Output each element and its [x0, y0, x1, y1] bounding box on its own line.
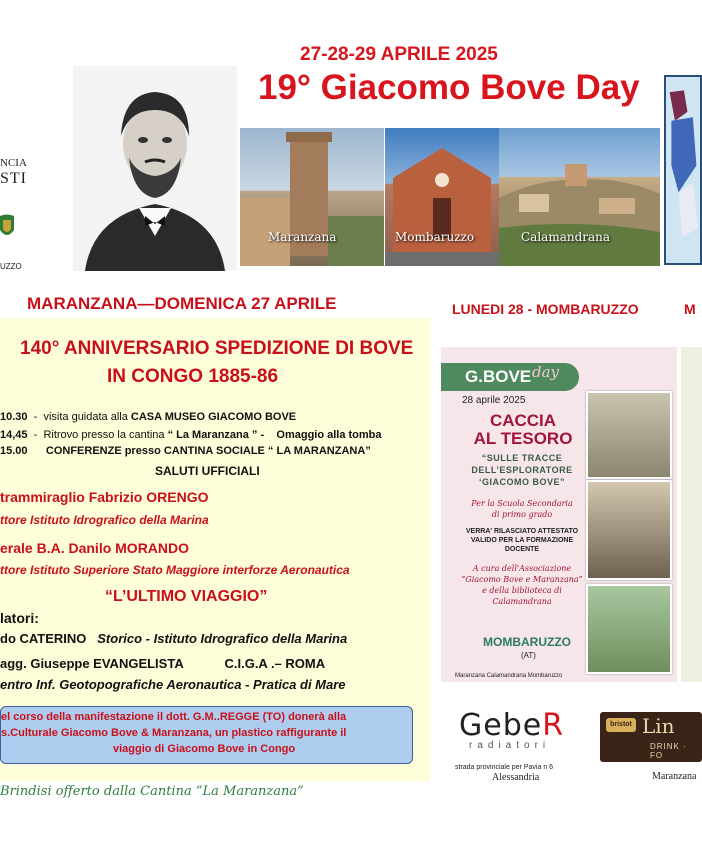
- poster-organizer-line: “Giacomo Bove e Maranzana”: [461, 575, 583, 584]
- geber-logo-main: Gebe: [459, 708, 543, 743]
- photo-maranzana: [240, 128, 384, 266]
- speaker-name: do CATERINO: [0, 631, 87, 646]
- speaker-name: agg. Giuseppe EVANGELISTA: [0, 656, 184, 671]
- schedule-venue: CONFERENZE presso CANTINA SOCIALE “ LA MARANZANA”: [45, 445, 371, 457]
- speaker-row: [0, 631, 347, 646]
- poster-organizer-line: e della biblioteca di: [482, 586, 562, 595]
- program-panel: [0, 318, 430, 781]
- official-role: ttore Istituto Idrografico della Marina: [0, 513, 209, 527]
- mombaruzzo-church-icon: [385, 128, 499, 266]
- calamandrana-village-icon: [499, 128, 660, 266]
- official-role: ttore Istituto Superiore Stato Maggiore interforze Aeronautica: [0, 563, 350, 577]
- poster-quote-line: DELL’ESPLORATORE: [471, 465, 573, 475]
- schedule-time: 10.30: [0, 411, 28, 423]
- poster-date: 28 aprile 2025: [462, 395, 526, 406]
- schedule-sep: -: [33, 429, 38, 441]
- poster-quote-line: “SULLE TRACCE: [481, 453, 563, 463]
- official-name: erale B.A. Danilo MORANDO: [0, 540, 190, 556]
- toast-note: Brindisi offerto dalla Cantina “La Maranzana”: [0, 784, 304, 799]
- bristot-sponsor: [600, 712, 702, 762]
- next-poster-edge: [681, 347, 702, 682]
- poster-organizer-line: Calamandrana: [492, 597, 552, 606]
- poster-audience-line: di primo grado: [491, 510, 553, 519]
- speaker-role: entro Inf. Geotopografiche Aeronautica - Pratica di Mare: [0, 677, 346, 692]
- maranzana-tower-icon: [240, 128, 384, 266]
- expedition-map: [664, 75, 702, 265]
- poster-map-photo: [586, 584, 672, 674]
- schedule-extra: Omaggio alla tomba: [276, 429, 382, 441]
- official-name: trammiraglio Fabrizio ORENGO: [0, 489, 209, 505]
- municipality-label: UZZO: [0, 262, 22, 271]
- speaker-row: [0, 677, 346, 692]
- photo-label: Maranzana: [268, 230, 337, 244]
- schedule-text: Ritrovo presso la cantina: [43, 429, 168, 441]
- speaker-role: Storico - Istituto Idrografico della Marina: [97, 631, 348, 646]
- maranzana-sponsor-label: Maranzana: [652, 771, 697, 782]
- poster-bove-photo: [586, 480, 672, 580]
- geber-address: strada provinciale per Pavia n 6: [455, 764, 554, 771]
- poster-certificate-line: VERRA' RILASCIATO ATTESTATO: [465, 528, 579, 535]
- schedule-venue: “ La Maranzana ” -: [167, 429, 265, 441]
- photo-label: Mombaruzzo: [395, 230, 475, 244]
- lin-logo: Lin: [642, 714, 675, 738]
- event-title: 19° Giacomo Bove Day: [258, 68, 640, 107]
- notice-line: s.Culturale Giacomo Bove & Maranzana, un plastico raffigurante il: [1, 727, 347, 739]
- poster-brand: G.BOVE: [465, 367, 532, 386]
- photo-mombaruzzo: [385, 128, 499, 266]
- geber-city: Alessandria: [492, 772, 540, 783]
- photo-label: Calamandrana: [521, 230, 611, 244]
- poster-brand-suffix: day: [532, 363, 560, 381]
- schedule-row: [0, 445, 371, 457]
- poster-town: MOMBARUZZO: [483, 635, 571, 649]
- monday-heading: LUNEDI 28 - MOMBARUZZO: [452, 301, 639, 317]
- poster-audience-line: Per la Scuola Secondaria: [471, 499, 573, 508]
- sunday-heading: MARANZANA—DOMENICA 27 APRILE: [27, 294, 337, 313]
- poster-ship-photo: [586, 391, 672, 479]
- event-dates: 27-28-29 APRILE 2025: [300, 44, 498, 65]
- provincia-logo-name: STI: [0, 170, 27, 187]
- schedule-time: 15.00: [0, 445, 28, 457]
- giacomo-bove-portrait: [73, 66, 237, 271]
- schedule-row: [0, 411, 296, 423]
- speaker-role: C.I.G.A .– ROMA: [224, 656, 326, 671]
- geber-sponsor: [455, 708, 591, 788]
- poster-quote-line: ‘GIACOMO BOVE”: [478, 477, 565, 487]
- poster-certificate-line: DOCENTE: [504, 546, 540, 553]
- photo-calamandrana: [499, 128, 660, 266]
- drink-food-label: DRINK · FO: [650, 742, 687, 760]
- schedule-time: 14,45: [0, 429, 28, 441]
- schedule-text: visita guidata alla: [43, 411, 131, 423]
- poster-title-line1: CACCIA: [489, 411, 557, 430]
- poster-footer: Maranzana Calamandrana Mombaruzzo: [455, 673, 563, 679]
- schedule-row: [0, 429, 382, 441]
- treasure-hunt-poster: [441, 347, 677, 682]
- schedule-sep: -: [33, 411, 38, 423]
- poster-title-line2: AL TESORO: [473, 429, 573, 448]
- notice-line: el corso della manifestazione il dott. G.M..REGGE (TO) donerà alla: [1, 711, 347, 723]
- schedule-venue: CASA MUSEO GIACOMO BOVE: [130, 411, 297, 423]
- provincia-logo-text: NCIA: [0, 157, 27, 169]
- poster-province: (AT): [521, 651, 536, 660]
- bristot-badge: bristot: [606, 718, 636, 732]
- anniversary-subheading: IN CONGO 1885-86: [107, 366, 279, 387]
- geber-logo: [459, 708, 564, 743]
- poster-certificate-line: VALIDO PER LA FORMAZIONE: [470, 537, 574, 544]
- talk-title: “L’ULTIMO VIAGGIO”: [105, 588, 268, 605]
- municipal-crest-icon: [0, 214, 14, 240]
- official-greetings-heading: SALUTI UFFICIALI: [155, 464, 260, 478]
- donation-notice: [0, 706, 413, 764]
- geber-subtitle: radiatori: [469, 740, 551, 751]
- tuesday-heading: M: [684, 301, 696, 317]
- notice-line: viaggio di Giacomo Bove in Congo: [113, 743, 296, 755]
- speaker-row: [0, 656, 325, 671]
- poster-organizer-line: A cura dell'Associazione: [472, 564, 572, 573]
- speakers-label: latori:: [0, 610, 39, 626]
- anniversary-heading: 140° ANNIVERSARIO SPEDIZIONE DI BOVE: [20, 338, 414, 359]
- geber-logo-r: R: [542, 708, 565, 743]
